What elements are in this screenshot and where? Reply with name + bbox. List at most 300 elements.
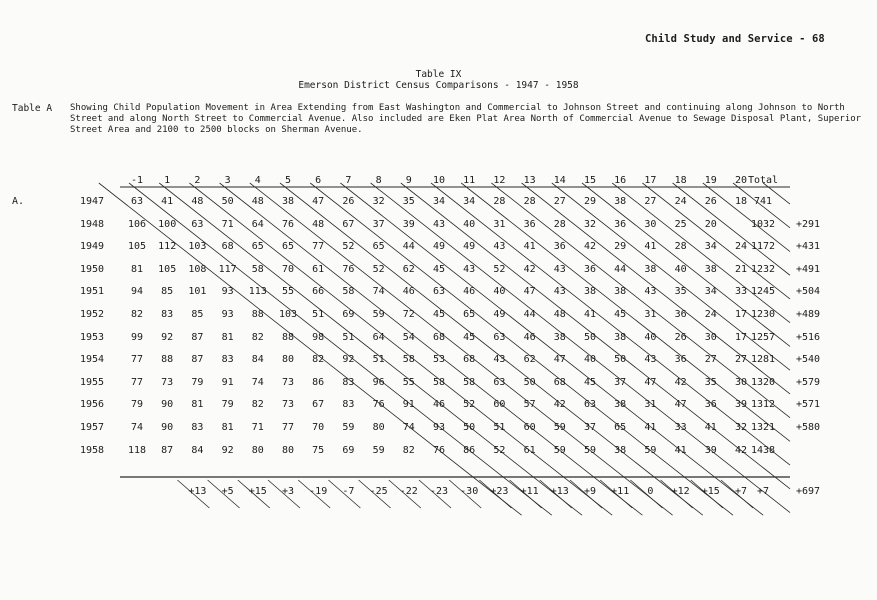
- table-cell: 83: [342, 399, 355, 411]
- table-label: Table A: [12, 103, 53, 114]
- table-cell: 32: [583, 218, 597, 230]
- table-cell: 41: [644, 422, 657, 433]
- table-cell: 59: [553, 444, 566, 456]
- table-cell: 28: [523, 196, 536, 207]
- difference-cell: 0: [647, 486, 654, 497]
- table-cell: 76: [372, 399, 385, 411]
- table-cell: 49: [432, 241, 446, 253]
- table-cell: 27: [644, 196, 657, 207]
- table-cell: 103: [278, 309, 298, 320]
- table-cell: 51: [312, 309, 325, 320]
- table-cell: 30: [734, 376, 748, 388]
- row-year: 1953: [80, 331, 105, 343]
- table-cell: 38: [583, 286, 597, 298]
- row-total: 1320: [750, 376, 776, 388]
- table-cell: 59: [372, 309, 385, 320]
- table-cell: 18: [734, 196, 748, 207]
- table-cell: 55: [402, 376, 415, 388]
- column-header: -1: [130, 175, 144, 186]
- table-cell: 41: [674, 444, 687, 456]
- table-cell: 61: [312, 263, 325, 275]
- table-cell: 51: [342, 331, 355, 343]
- table-cell: 90: [161, 399, 174, 411]
- table-cell: 65: [251, 241, 264, 253]
- table-cell: 40: [493, 286, 506, 298]
- table-cell: 40: [583, 354, 597, 366]
- table-cell: 45: [614, 309, 627, 320]
- table-cell: 76: [342, 263, 355, 275]
- row-total: 741: [753, 196, 773, 207]
- table-cell: 74: [402, 422, 415, 433]
- table-cell: 68: [432, 331, 446, 343]
- row-year: 1948: [80, 218, 105, 230]
- table-cell: 42: [674, 376, 687, 388]
- table-cell: 48: [312, 218, 325, 230]
- row-total: 1257: [750, 331, 776, 343]
- table-cell: 82: [251, 331, 264, 343]
- table-cell: 33: [734, 286, 748, 298]
- table-cell: 53: [432, 354, 446, 366]
- table-cell: 90: [161, 422, 174, 433]
- row-total: 1438: [750, 444, 776, 456]
- table-cell: 67: [342, 218, 355, 230]
- table-cell: 36: [583, 263, 597, 275]
- row-year: 1957: [80, 422, 105, 433]
- row-total: 1245: [750, 286, 776, 298]
- row-change: +516: [795, 331, 821, 343]
- table-cell: 58: [251, 263, 264, 275]
- table-cell: 82: [402, 444, 415, 456]
- table-cell: 83: [161, 309, 174, 320]
- table-cell: 87: [191, 331, 204, 343]
- table-cell: 40: [644, 331, 657, 343]
- cohort-diagonal: [280, 183, 703, 515]
- column-header: 7: [345, 175, 352, 186]
- table-cell: 41: [583, 309, 597, 320]
- table-cell: 31: [644, 309, 657, 320]
- table-cell: 33: [674, 422, 687, 433]
- table-cell: 52: [493, 263, 506, 275]
- table-cell: 99: [130, 331, 144, 343]
- table-cell: 58: [342, 286, 355, 298]
- table-cell: 30: [644, 218, 657, 230]
- cohort-diagonal: [220, 183, 643, 515]
- table-cell: 82: [251, 399, 264, 411]
- table-cell: 87: [191, 354, 204, 366]
- table-cell: 49: [493, 309, 506, 320]
- table-cell: 27: [734, 354, 748, 366]
- cohort-diagonal: [129, 183, 552, 515]
- table-cell: 77: [130, 354, 144, 366]
- column-header: 17: [644, 175, 657, 186]
- table-cell: 38: [553, 331, 566, 343]
- table-cell: 68: [553, 376, 566, 388]
- table-cell: 31: [644, 399, 657, 411]
- column-header: 1: [164, 175, 171, 186]
- table-cell: 92: [221, 444, 234, 456]
- table-cell: 29: [614, 241, 627, 253]
- table-cell: 79: [191, 376, 204, 388]
- table-cell: 57: [523, 399, 536, 411]
- table-cell: 74: [372, 286, 385, 298]
- table-cell: 39: [704, 444, 717, 456]
- table-cell: 47: [312, 196, 325, 207]
- row-change: +540: [795, 354, 821, 366]
- table-cell: 20: [704, 218, 717, 230]
- table-cell: 44: [614, 263, 627, 275]
- table-cell: 36: [614, 218, 627, 230]
- table-cell: 46: [402, 286, 415, 298]
- difference-cell: -30: [460, 486, 479, 497]
- table-cell: 42: [523, 263, 536, 275]
- row-year: 1955: [80, 376, 105, 388]
- table-cell: 41: [704, 422, 717, 433]
- table-cell: 75: [312, 444, 325, 456]
- row-year: 1954: [80, 354, 105, 366]
- difference-cell: +15: [248, 486, 267, 497]
- table-cell: 80: [281, 444, 295, 456]
- row-change: +431: [795, 241, 821, 253]
- table-cell: 74: [251, 376, 264, 388]
- table-cell: 113: [248, 286, 267, 298]
- table-cell: 43: [553, 263, 566, 275]
- table-cell: 96: [372, 376, 385, 388]
- table-cell: 37: [583, 422, 597, 433]
- table-cell: 37: [614, 376, 627, 388]
- difference-cell: +7: [734, 486, 748, 497]
- difference-cell: -25: [369, 486, 388, 497]
- table-cell: 71: [221, 218, 234, 230]
- table-cell: 27: [553, 196, 566, 207]
- table-cell: 36: [523, 218, 536, 230]
- table-cell: 67: [312, 399, 325, 411]
- table-cell: 26: [704, 196, 717, 207]
- table-cell: 52: [463, 399, 476, 411]
- column-header: 9: [405, 175, 412, 186]
- column-header: 19: [704, 175, 717, 186]
- table-cell: 42: [734, 444, 748, 456]
- table-cell: 59: [644, 444, 657, 456]
- cohort-diagonal: [159, 183, 582, 515]
- table-cell: 74: [130, 422, 144, 433]
- column-header: 11: [463, 175, 476, 186]
- cohort-diagonal: [189, 183, 612, 515]
- table-cell: 28: [493, 196, 506, 207]
- total-header: Total: [747, 175, 779, 186]
- table-cell: 73: [281, 376, 295, 388]
- column-header: 8: [375, 175, 382, 186]
- table-cell: 70: [281, 263, 295, 275]
- row-year: 1950: [80, 263, 105, 275]
- table-cell: 35: [704, 376, 717, 388]
- table-cell: 91: [221, 376, 234, 388]
- table-cell: 59: [372, 444, 385, 456]
- table-cell: 58: [463, 376, 476, 388]
- row-total: 1232: [750, 263, 776, 275]
- table-cell: 40: [674, 263, 687, 275]
- table-cell: 80: [372, 422, 385, 433]
- table-cell: 59: [583, 444, 597, 456]
- table-cell: 62: [402, 263, 415, 275]
- table-cell: 73: [161, 376, 174, 388]
- table-cell: 71: [251, 422, 264, 433]
- table-cell: 86: [463, 444, 476, 456]
- difference-cell: +15: [701, 486, 720, 497]
- table-cell: 60: [493, 399, 506, 411]
- table-cell: 38: [614, 399, 627, 411]
- table-cell: 42: [553, 399, 566, 411]
- table-cell: 38: [614, 196, 627, 207]
- table-title: Table IX: [415, 69, 462, 80]
- table-cell: 46: [463, 286, 476, 298]
- table-cell: 49: [463, 241, 476, 253]
- column-header: 2: [194, 175, 201, 186]
- column-header: 10: [432, 175, 446, 186]
- table-cell: 51: [493, 422, 506, 433]
- row-change: +291: [795, 218, 821, 230]
- table-cell: 38: [644, 263, 657, 275]
- table-cell: 41: [161, 196, 174, 207]
- table-cell: 43: [644, 286, 657, 298]
- table-cell: 72: [402, 309, 415, 320]
- table-cell: 43: [432, 218, 446, 230]
- cohort-diagonal: [99, 183, 522, 515]
- table-cell: 70: [312, 422, 325, 433]
- difference-cell: +13: [550, 486, 569, 497]
- table-cell: 92: [342, 354, 355, 366]
- table-cell: 65: [463, 309, 476, 320]
- table-cell: 50: [523, 376, 536, 388]
- table-cell: 29: [583, 196, 597, 207]
- column-header: 12: [493, 175, 506, 186]
- table-cell: 45: [432, 309, 446, 320]
- column-header: 3: [224, 175, 231, 186]
- row-change: +504: [795, 286, 821, 298]
- column-header: 20: [734, 175, 748, 186]
- table-cell: 24: [674, 196, 687, 207]
- table-cell: 60: [523, 422, 536, 433]
- table-cell: 92: [161, 331, 174, 343]
- table-cell: 47: [553, 354, 566, 366]
- table-cell: 86: [312, 376, 325, 388]
- table-cell: 52: [372, 263, 385, 275]
- table-cell: 59: [342, 422, 355, 433]
- difference-cell: -7: [342, 486, 355, 497]
- table-cell: 103: [188, 241, 207, 253]
- table-cell: 35: [674, 286, 687, 298]
- table-cell: 94: [130, 286, 144, 298]
- table-cell: 81: [221, 331, 234, 343]
- table-cell: 105: [127, 241, 147, 253]
- table-cell: 44: [402, 241, 415, 253]
- table-cell: 61: [523, 444, 536, 456]
- table-cell: 100: [158, 218, 177, 230]
- difference-cell: +5: [221, 486, 234, 497]
- difference-cell: -19: [309, 486, 328, 497]
- table-cell: 76: [281, 218, 295, 230]
- table-cell: 26: [342, 196, 355, 207]
- difference-cell: +9: [583, 486, 597, 497]
- table-cell: 93: [221, 286, 234, 298]
- table-cell: 62: [523, 354, 536, 366]
- row-change: +571: [795, 399, 821, 411]
- table-cell: 51: [372, 354, 385, 366]
- table-cell: 77: [130, 376, 144, 388]
- table-cell: 80: [281, 354, 295, 366]
- table-cell: 82: [312, 354, 325, 366]
- row-change: +489: [795, 309, 821, 320]
- table-cell: 37: [372, 218, 385, 230]
- row-change: +580: [795, 422, 821, 433]
- table-cell: 50: [463, 422, 476, 433]
- table-cell: 81: [130, 263, 144, 275]
- table-cell: 36: [674, 309, 687, 320]
- table-cell: 36: [553, 241, 566, 253]
- table-cell: 58: [402, 354, 415, 366]
- table-cell: 52: [342, 241, 355, 253]
- row-total: 1312: [750, 399, 776, 411]
- table-cell: 101: [188, 286, 207, 298]
- row-year: 1949: [80, 241, 105, 253]
- table-cell: 39: [734, 399, 748, 411]
- table-cell: 45: [432, 263, 446, 275]
- table-cell: 79: [221, 399, 234, 411]
- difference-cell: +11: [520, 486, 539, 497]
- difference-total: +7: [756, 486, 770, 497]
- column-header: 5: [284, 175, 292, 186]
- table-cell: 108: [188, 263, 207, 275]
- table-cell: 93: [432, 422, 446, 433]
- table-cell: 24: [734, 241, 748, 253]
- table-cell: 24: [704, 309, 717, 320]
- table-cell: 38: [614, 444, 627, 456]
- table-cell: 66: [312, 286, 325, 298]
- row-total: 1281: [750, 354, 776, 366]
- row-total: 1321: [750, 422, 776, 433]
- table-cell: 30: [704, 331, 717, 343]
- table-cell: 68: [221, 241, 234, 253]
- table-cell: 112: [158, 241, 177, 253]
- table-cell: 41: [523, 241, 536, 253]
- table-cell: 65: [614, 422, 627, 433]
- table-cell: 55: [281, 286, 295, 298]
- table-cell: 48: [191, 196, 204, 207]
- table-cell: 17: [734, 309, 748, 320]
- table-description: Showing Child Population Movement in Area Extending from East Washington and Commercial to Johnson Street and continuing along Johnson to North Street and along North Street to Commercial Avenue. Also included are Eken Plat Area North of Commercial Avenue to Sewage Disposal Plant, Superior Street Area and 2100 to 2500 blocks on Sherman Avenue.: [70, 103, 862, 135]
- table-cell: 81: [191, 399, 204, 411]
- table-cell: 98: [312, 331, 325, 343]
- table-cell: 73: [281, 399, 295, 411]
- table-cell: 63: [130, 196, 144, 207]
- column-header: 13: [523, 175, 536, 186]
- table-cell: 43: [644, 354, 657, 366]
- table-cell: 52: [493, 444, 506, 456]
- table-cell: 77: [281, 422, 295, 433]
- table-cell: 93: [221, 309, 234, 320]
- table-cell: 41: [644, 241, 657, 253]
- table-cell: 28: [674, 241, 687, 253]
- table-cell: 106: [127, 218, 147, 230]
- table-cell: 48: [251, 196, 264, 207]
- table-cell: 25: [674, 218, 687, 230]
- table-cell: 63: [493, 376, 506, 388]
- table-cell: 34: [704, 286, 717, 298]
- table-cell: 43: [493, 241, 506, 253]
- table-subtitle: Emerson District Census Comparisons - 1947 - 1958: [298, 80, 579, 91]
- table-cell: 84: [191, 444, 204, 456]
- table-cell: 85: [191, 309, 204, 320]
- cohort-diagonal: [310, 183, 733, 515]
- table-cell: 64: [251, 218, 264, 230]
- column-header: 15: [583, 175, 597, 186]
- difference-cell: +13: [188, 486, 207, 497]
- row-year: 1958: [80, 444, 105, 456]
- table-cell: 88: [161, 354, 174, 366]
- table-cell: 47: [644, 376, 657, 388]
- table-cell: 47: [674, 399, 687, 411]
- table-cell: 105: [158, 263, 177, 275]
- row-year: 1947: [80, 196, 105, 207]
- table-cell: 69: [342, 309, 355, 320]
- table-cell: 83: [221, 354, 234, 366]
- table-cell: 58: [432, 376, 446, 388]
- row-change: +491: [795, 263, 821, 275]
- difference-cell: +23: [490, 486, 509, 497]
- table-cell: 84: [251, 354, 264, 366]
- table-cell: 48: [553, 309, 566, 320]
- table-cell: 46: [432, 399, 446, 411]
- table-cell: 36: [704, 399, 717, 411]
- table-cell: 32: [372, 196, 385, 207]
- table-cell: 45: [583, 376, 597, 388]
- table-cell: 17: [734, 331, 748, 343]
- table-cell: 63: [432, 286, 446, 298]
- table-cell: 36: [674, 354, 687, 366]
- difference-cell: +3: [281, 486, 295, 497]
- table-cell: 39: [402, 218, 415, 230]
- table-cell: 50: [221, 196, 234, 207]
- table-cell: 79: [130, 399, 144, 411]
- table-cell: 28: [553, 218, 566, 230]
- table-cell: 63: [191, 218, 204, 230]
- table-cell: 26: [674, 331, 687, 343]
- table-cell: 83: [342, 376, 355, 388]
- column-header: 4: [254, 175, 261, 186]
- column-header: 14: [553, 175, 566, 186]
- table-cell: 46: [523, 331, 536, 343]
- table-cell: 32: [734, 422, 748, 433]
- table-cell: 40: [463, 218, 476, 230]
- table-cell: 43: [553, 286, 566, 298]
- table-cell: 21: [734, 263, 748, 275]
- row-total: 1230: [750, 309, 776, 320]
- table-cell: 65: [281, 241, 295, 253]
- table-cell: 76: [432, 444, 446, 456]
- table-cell: 31: [493, 218, 506, 230]
- table-cell: 38: [614, 286, 627, 298]
- cohort-diagonal: [340, 183, 763, 515]
- row-year: 1952: [80, 309, 105, 320]
- table-cell: 27: [704, 354, 717, 366]
- table-cell: 82: [130, 309, 144, 320]
- row-total: 1032: [750, 218, 776, 230]
- table-cell: 38: [281, 196, 295, 207]
- table-cell: 63: [493, 331, 506, 343]
- table-cell: 85: [161, 286, 174, 298]
- table-cell: 65: [372, 241, 385, 253]
- row-year: 1956: [80, 399, 105, 411]
- difference-cell: +11: [611, 486, 630, 497]
